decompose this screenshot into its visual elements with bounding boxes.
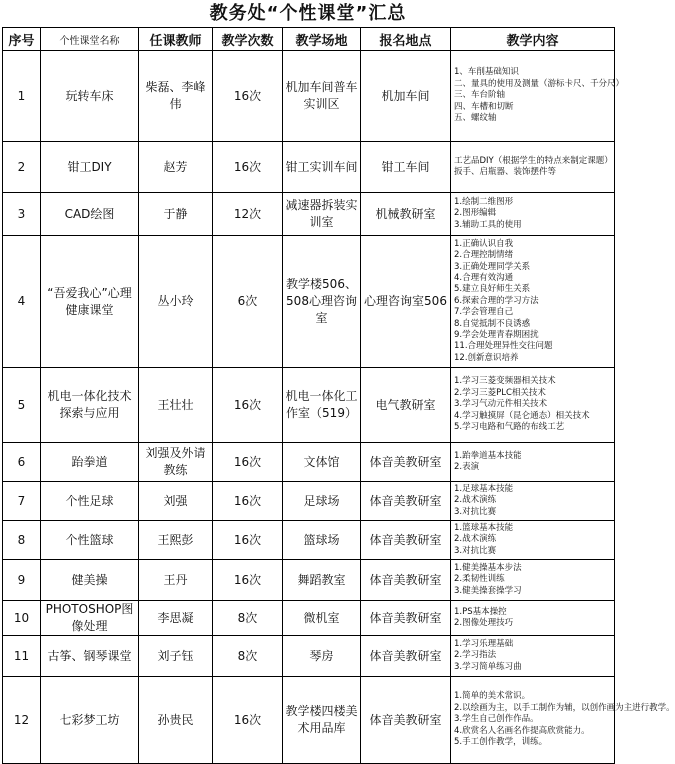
content-line: 5.学习电路和气路的布线工艺 bbox=[454, 422, 565, 433]
cell-no: 11 bbox=[3, 636, 41, 677]
content-line: 3.辅助工具的使用 bbox=[454, 219, 522, 230]
cell-times: 6次 bbox=[213, 236, 283, 368]
table-row bbox=[3, 677, 615, 764]
cell-no: 2 bbox=[3, 142, 41, 193]
cell-venue: 微机室 bbox=[283, 601, 361, 636]
cell-no: 10 bbox=[3, 601, 41, 636]
table-row bbox=[3, 193, 615, 236]
header-content: 教学内容 bbox=[451, 28, 615, 51]
cell-content bbox=[451, 193, 615, 236]
content-line: 12.创新意识培养 bbox=[454, 352, 519, 363]
cell-teacher: 孙贵民 bbox=[139, 677, 213, 764]
cell-course-name: 古筝、钢琴课堂 bbox=[41, 636, 139, 677]
cell-signup: 体音美教研室 bbox=[361, 521, 451, 560]
content-line: 1.健美操基本步法 bbox=[454, 562, 522, 573]
cell-signup: 体音美教研室 bbox=[361, 482, 451, 521]
cell-course-name: PHOTOSHOP图像处理 bbox=[41, 601, 139, 636]
content-line: 3.对抗比赛 bbox=[454, 545, 497, 556]
table-row bbox=[3, 636, 615, 677]
header-row bbox=[3, 28, 615, 51]
table-row bbox=[3, 443, 615, 482]
content-line: 3.对抗比赛 bbox=[454, 506, 497, 517]
cell-teacher: 王丹 bbox=[139, 560, 213, 601]
cell-times: 16次 bbox=[213, 521, 283, 560]
table-row bbox=[3, 142, 615, 193]
cell-venue: 教学楼506、508心理咨询室 bbox=[283, 236, 361, 368]
cell-teacher: 刘强及外请教练 bbox=[139, 443, 213, 482]
cell-times: 16次 bbox=[213, 677, 283, 764]
header-no: 序号 bbox=[3, 28, 41, 51]
table-row bbox=[3, 368, 615, 443]
cell-venue: 文体馆 bbox=[283, 443, 361, 482]
document-title: 教务处“个性课堂”汇总 bbox=[209, 3, 407, 24]
cell-times: 8次 bbox=[213, 636, 283, 677]
content-line: 五、螺纹轴 bbox=[454, 113, 497, 124]
cell-signup: 电气教研室 bbox=[361, 368, 451, 443]
content-line: 2.合理控制情绪 bbox=[454, 250, 514, 261]
summary-document bbox=[2, 0, 675, 764]
cell-times: 12次 bbox=[213, 193, 283, 236]
cell-teacher: 李思凝 bbox=[139, 601, 213, 636]
cell-venue: 篮球场 bbox=[283, 521, 361, 560]
cell-no: 4 bbox=[3, 236, 41, 368]
cell-content bbox=[451, 236, 615, 368]
cell-signup: 钳工车间 bbox=[361, 142, 451, 193]
cell-content bbox=[451, 51, 625, 142]
content-line: 1.学习三菱变频器相关技术 bbox=[454, 376, 556, 387]
cell-signup: 机械教研室 bbox=[361, 193, 451, 236]
content-line: 3.学习简单练习曲 bbox=[454, 661, 522, 672]
cell-course-name: CAD绘图 bbox=[41, 193, 139, 236]
content-line: 4.合理有效沟通 bbox=[454, 272, 514, 283]
content-line: 2.以绘画为主，以手工制作为辅，以创作画为主进行教学。 bbox=[454, 702, 675, 713]
cell-times: 16次 bbox=[213, 51, 283, 142]
cell-content bbox=[451, 521, 615, 560]
content-line: 1.绘制二维图形 bbox=[454, 196, 514, 207]
content-line: 3.健美操套操学习 bbox=[454, 585, 522, 596]
cell-venue: 机加车间普车实训区 bbox=[283, 51, 361, 142]
cell-course-name: 七彩梦工坊 bbox=[41, 677, 139, 764]
content-line: 1.足球基本技能 bbox=[454, 483, 514, 494]
content-line: 9.学会处理青春期困扰 bbox=[454, 330, 539, 341]
cell-course-name: 个性足球 bbox=[41, 482, 139, 521]
cell-content bbox=[451, 560, 615, 601]
cell-content bbox=[451, 368, 615, 443]
cell-times: 16次 bbox=[213, 368, 283, 443]
content-line: 2.柔韧性训练 bbox=[454, 574, 505, 585]
cell-teacher: 于静 bbox=[139, 193, 213, 236]
cell-teacher: 丛小玲 bbox=[139, 236, 213, 368]
cell-content bbox=[451, 601, 615, 636]
content-line: 4.欣赏名人名画名作提高欣赏能力。 bbox=[454, 725, 590, 736]
cell-no: 7 bbox=[3, 482, 41, 521]
cell-times: 8次 bbox=[213, 601, 283, 636]
content-line: 1.学习乐理基础 bbox=[454, 638, 514, 649]
cell-venue: 舞蹈教室 bbox=[283, 560, 361, 601]
header-signup: 报名地点 bbox=[361, 28, 451, 51]
content-line: 5.建立良好师生关系 bbox=[454, 284, 531, 295]
table-row bbox=[3, 601, 615, 636]
content-line: 1.跆拳道基本技能 bbox=[454, 450, 522, 461]
cell-teacher: 柴磊、李峰伟 bbox=[139, 51, 213, 142]
content-line: 工艺品DIY（根据学生的特点来制定课题） bbox=[454, 155, 613, 166]
cell-course-name: 个性篮球 bbox=[41, 521, 139, 560]
content-line: 2.战术演练 bbox=[454, 495, 497, 506]
content-line: 8.自觉抵制不良诱惑 bbox=[454, 318, 531, 329]
cell-content bbox=[451, 443, 615, 482]
cell-no: 3 bbox=[3, 193, 41, 236]
content-line: 二、量具的使用及测量（游标卡尺、千分尺） bbox=[454, 78, 625, 89]
cell-signup: 体音美教研室 bbox=[361, 560, 451, 601]
cell-times: 16次 bbox=[213, 142, 283, 193]
content-line: 扳手、启瓶器、装饰摆件等 bbox=[454, 167, 557, 177]
cell-no: 6 bbox=[3, 443, 41, 482]
content-line: 三、车台阶轴 bbox=[454, 90, 506, 101]
cell-course-name: “吾爱我心”心理健康课堂 bbox=[41, 236, 139, 368]
cell-teacher: 赵芳 bbox=[139, 142, 213, 193]
table-row bbox=[3, 560, 615, 601]
header-course-name: 个性课堂名称 bbox=[41, 28, 139, 51]
header-times: 教学次数 bbox=[213, 28, 283, 51]
content-line: 5.手工创作教学，训练。 bbox=[454, 737, 548, 748]
content-line: 3.正确处理同学关系 bbox=[454, 261, 531, 272]
cell-times: 16次 bbox=[213, 482, 283, 521]
cell-venue: 教学楼四楼美术用品库 bbox=[283, 677, 361, 764]
content-line: 1.PS基本操控 bbox=[454, 606, 507, 617]
cell-signup: 机加车间 bbox=[361, 51, 451, 142]
cell-teacher: 王壮壮 bbox=[139, 368, 213, 443]
cell-course-name: 跆拳道 bbox=[41, 443, 139, 482]
cell-venue: 足球场 bbox=[283, 482, 361, 521]
cell-signup: 心理咨询室506 bbox=[361, 236, 451, 368]
header-teacher: 任课教师 bbox=[139, 28, 213, 51]
cell-times: 16次 bbox=[213, 560, 283, 601]
content-line: 1.正确认识自我 bbox=[454, 238, 514, 249]
cell-content bbox=[451, 142, 615, 193]
table-row bbox=[3, 521, 615, 560]
cell-content bbox=[451, 636, 615, 677]
cell-no: 5 bbox=[3, 368, 41, 443]
table-row bbox=[3, 482, 615, 521]
table-row bbox=[3, 51, 615, 142]
cell-content bbox=[451, 482, 615, 521]
cell-no: 1 bbox=[3, 51, 41, 142]
content-line: 1.简单的美术常识。 bbox=[454, 691, 531, 702]
content-line: 2.表演 bbox=[454, 462, 480, 472]
content-line: 2.战术演练 bbox=[454, 534, 497, 545]
cell-signup: 体音美教研室 bbox=[361, 677, 451, 764]
content-line: 2.学习三菱PLC相关技术 bbox=[454, 387, 546, 398]
content-line: 2.图形编辑 bbox=[454, 208, 497, 219]
cell-teacher: 刘强 bbox=[139, 482, 213, 521]
cell-signup: 体音美教研室 bbox=[361, 636, 451, 677]
cell-teacher: 王熙彭 bbox=[139, 521, 213, 560]
cell-no: 8 bbox=[3, 521, 41, 560]
cell-times: 16次 bbox=[213, 443, 283, 482]
cell-signup: 体音美教研室 bbox=[361, 443, 451, 482]
content-line: 7.学会管理自己 bbox=[454, 307, 514, 318]
cell-course-name: 钳工DIY bbox=[41, 142, 139, 193]
content-line: 1.篮球基本技能 bbox=[454, 522, 514, 533]
cell-course-name: 玩转车床 bbox=[41, 51, 139, 142]
cell-venue: 机电一体化工作室（519） bbox=[283, 368, 361, 443]
content-line: 3.学生自己创作作品。 bbox=[454, 714, 539, 725]
cell-venue: 琴房 bbox=[283, 636, 361, 677]
content-line: 1、车削基础知识 bbox=[454, 67, 519, 78]
cell-venue: 减速器拆装实训室 bbox=[283, 193, 361, 236]
content-line: 3.学习气动元件相关技术 bbox=[454, 399, 548, 410]
table-row bbox=[3, 236, 615, 368]
cell-no: 12 bbox=[3, 677, 41, 764]
cell-content bbox=[451, 677, 675, 764]
content-line: 6.探索合理的学习方法 bbox=[454, 295, 539, 306]
cell-course-name: 健美操 bbox=[41, 560, 139, 601]
cell-venue: 钳工实训车间 bbox=[283, 142, 361, 193]
cell-signup: 体音美教研室 bbox=[361, 601, 451, 636]
cell-course-name: 机电一体化技术探索与应用 bbox=[41, 368, 139, 443]
content-line: 4.学习触摸屏（昆仑通态）相关技术 bbox=[454, 410, 590, 421]
content-line: 2.图像处理技巧 bbox=[454, 618, 514, 628]
content-line: 四、车槽和切断 bbox=[454, 101, 514, 112]
course-table bbox=[2, 27, 675, 764]
content-line: 11.合理处理异性交往问题 bbox=[454, 341, 553, 352]
cell-no: 9 bbox=[3, 560, 41, 601]
content-line: 2.学习指法 bbox=[454, 650, 497, 661]
cell-teacher: 刘子钰 bbox=[139, 636, 213, 677]
header-venue: 教学场地 bbox=[283, 28, 361, 51]
